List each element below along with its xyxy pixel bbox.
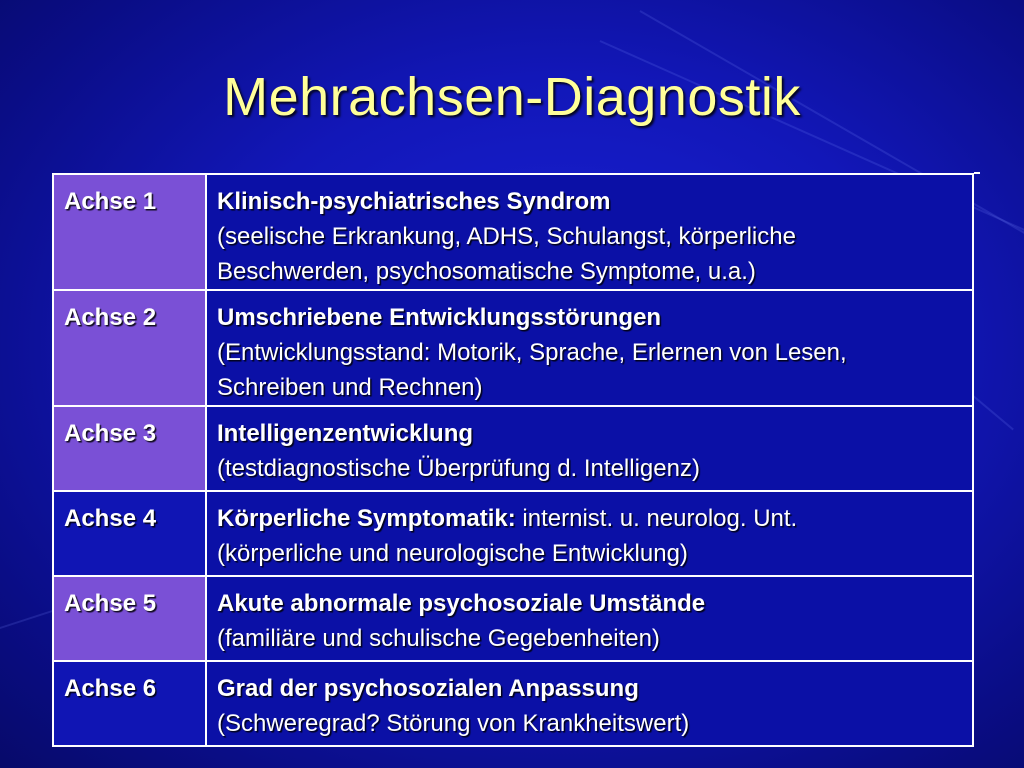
axis-heading-extra: internist. u. neurolog. Unt. xyxy=(515,505,798,532)
axis-description xyxy=(206,406,973,491)
axis-label: Achse 1 xyxy=(53,174,206,290)
table-row xyxy=(53,406,973,491)
axis-heading: Klinisch-psychiatrisches Syndrom xyxy=(217,188,611,215)
table-row xyxy=(53,661,973,746)
axis-detail-line: (seelische Erkrankung, ADHS, Schulangst, körperliche xyxy=(217,223,796,250)
axis-detail-line: (Entwicklungsstand: Motorik, Sprache, Erlernen von Lesen, xyxy=(217,339,847,366)
axis-heading: Akute abnormale psychosoziale Umstände xyxy=(217,590,706,617)
axis-heading: Körperliche Symptomatik: internist. u. neurolog. Unt. xyxy=(217,505,798,532)
axis-detail-line: Schreiben und Rechnen) xyxy=(217,374,483,401)
axis-description xyxy=(206,661,973,746)
axis-description xyxy=(206,290,973,406)
axis-detail-line: (testdiagnostische Überprüfung d. Intelligenz) xyxy=(217,455,700,482)
table-row xyxy=(53,174,973,290)
table-row xyxy=(53,290,973,406)
axis-label: Achse 2 xyxy=(53,290,206,406)
axis-detail-line: (familiäre und schulische Gegebenheiten) xyxy=(217,625,660,652)
axis-description xyxy=(206,576,973,661)
axis-detail-line: Beschwerden, psychosomatische Symptome, u.a.) xyxy=(217,258,756,285)
slide-title: Mehrachsen-Diagnostik xyxy=(223,67,801,127)
axis-detail-line: (körperliche und neurologische Entwicklung) xyxy=(217,540,688,567)
axis-detail-line: (Schweregrad? Störung von Krankheitswert) xyxy=(217,710,690,737)
axis-label: Achse 3 xyxy=(53,406,206,491)
axis-description xyxy=(206,174,973,290)
axis-heading: Umschriebene Entwicklungsstörungen xyxy=(217,304,662,331)
axis-label: Achse 5 xyxy=(53,576,206,661)
axis-heading: Grad der psychosozialen Anpassung xyxy=(217,675,639,702)
axes-table xyxy=(52,173,974,747)
table-row xyxy=(53,576,973,661)
table-corner-mark xyxy=(974,172,980,174)
axis-description xyxy=(206,491,973,576)
table-row xyxy=(53,491,973,576)
axis-heading: Intelligenzentwicklung xyxy=(217,420,474,447)
axis-label: Achse 4 xyxy=(53,491,206,576)
axis-label: Achse 6 xyxy=(53,661,206,746)
